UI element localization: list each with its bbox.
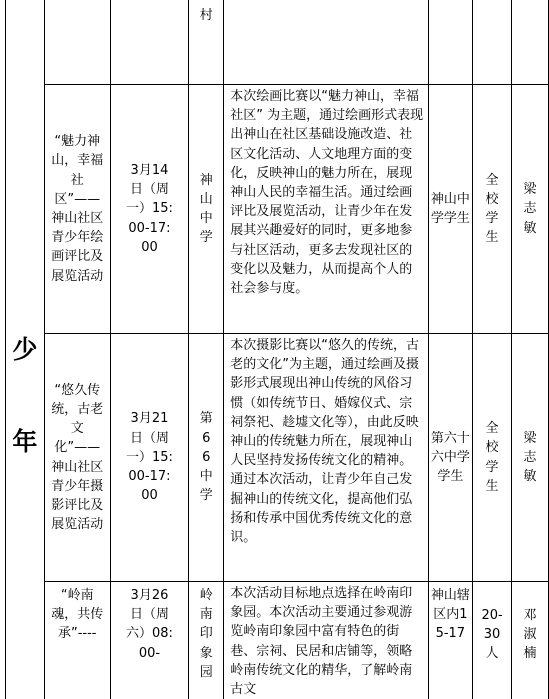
venue-cell: 村 (189, 0, 224, 85)
time-cell: 3月21日（周一）15:00-17:00 (110, 334, 189, 582)
time-cell: 3月26日（周六）08:00- (110, 582, 189, 699)
category-label-cell (6, 0, 45, 699)
activity-cell: “悠久传统，古老文化”——神山社区青少年摄影评比及展览活动 (44, 334, 110, 582)
time-cell (110, 0, 189, 85)
venue-cell: 第66中学 (189, 334, 224, 582)
participants-cell: 神山中学学生 (428, 85, 473, 334)
time-cell: 3月14日（周一）15:00-17:00 (110, 85, 189, 334)
table-row (6, 334, 549, 582)
description-cell: 本次绘画比赛以“魅力神山，幸福社区” 为主题，通过绘画形式表现出神山在社区基础设施改造、社区文化活动、人文地理方面的变化，反映神山的魅力所在，展现神山人民的幸福生活。通过绘画评比及展览活动，让青少年在发展其兴趣爱好的同时，更多地参与社区活动，更多去发现社区的变化以及魅力，从而提高个人的社会参与度。 (224, 85, 428, 334)
participants-cell (428, 0, 473, 85)
venue-cell: 神山中学 (189, 85, 224, 334)
venue-cell: 岭南印象园 (189, 582, 224, 699)
activity-cell: “魅力神山，幸福社区”——神山社区青少年绘画评比及展览活动 (44, 85, 110, 334)
table-row (6, 85, 549, 334)
scale-cell: 20-30人 (473, 582, 512, 699)
participants-cell: 神山辖区内15-17 (428, 582, 473, 699)
category-char-2: 年 (12, 426, 38, 456)
scale-cell: 全校学生 (473, 334, 512, 582)
scale-cell (473, 0, 512, 85)
activity-schedule-table (5, 0, 549, 699)
scale-cell: 全校学生 (473, 85, 512, 334)
person-cell (512, 0, 549, 85)
table-row (6, 0, 549, 85)
description-cell: 本次摄影比赛以“悠久的传统，古老的文化”为主题，通过绘画及摄影形式展现出神山传统的风俗习惯（如传统节日、婚嫁仪式、宗祠祭祀、趁墟文化等），由此反映神山的传统魅力所在，展现神山人民坚持发扬传统文化的精神。通过本次活动，让青少年自己发掘神山的传统文化，提高他们弘扬和传承中国优秀传统文化的意识。 (224, 334, 428, 582)
table-row (6, 582, 549, 699)
participants-cell: 第六十六中学学生 (428, 334, 473, 582)
person-cell: 邓淑楠 (512, 582, 549, 699)
category-char-1: 少 (12, 334, 38, 364)
person-cell: 梁志敏 (512, 85, 549, 334)
description-cell (224, 0, 428, 85)
activity-cell: “岭南魂，共传承”---- (44, 582, 110, 699)
activity-cell (44, 0, 110, 85)
person-cell: 梁志敏 (512, 334, 549, 582)
description-cell: 本次活动目标地点选择在岭南印象园。本次活动主要通过参观游览岭南印象园中富有特色的街巷、宗祠、民居和店铺等，领略岭南传统文化的精华，了解岭南古文 (224, 582, 428, 699)
